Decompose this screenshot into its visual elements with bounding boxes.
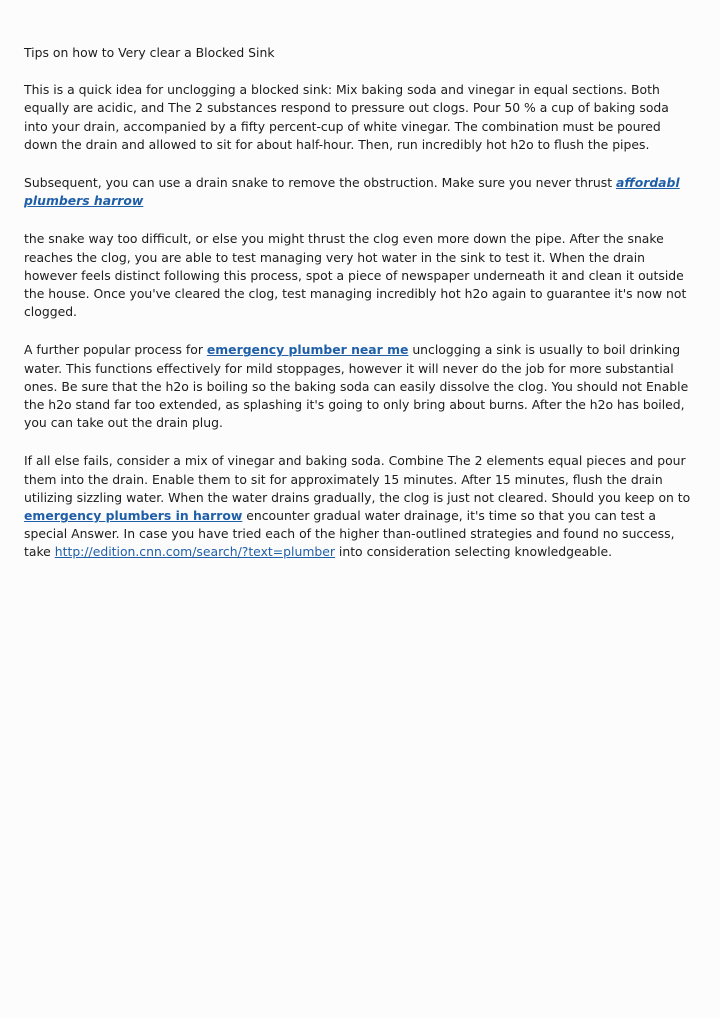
emergency-plumber-near-me-link[interactable]: emergency plumber near me [206,342,409,358]
paragraph-4-text-before: A further popular process for [24,342,207,358]
paragraph-5-text-middle: encounter gradual water drainage, it's time so that you can test a special Answer. In case you have tried each of the higher than-outlined strategies and found no success, take [24,508,675,560]
paragraph-5 [24,452,696,561]
emergency-plumbers-in-harrow-link[interactable]: emergency plumbers in harrow [24,508,243,524]
paragraph-5-text-after: into consideration selecting knowledgeable. [334,544,613,560]
paragraph-2-text: Subsequent, you can use a drain snake to remove the obstruction. Make sure you never thrust [24,175,617,191]
document-title: Tips on how to Very clear a Blocked Sink [24,45,275,60]
document-body [24,44,696,582]
affordable-plumbers-harrow-link[interactable]: affordabl plumbers harrow [24,175,680,209]
paragraph-4-text-after: unclogging a sink is usually to boil drinking water. This functions effectively for mild stoppages, however it will never do the job for more substantial ones. Be sure that the h2o is boiling so the baking soda can easily dissolve the clog. You should not Enable the h2o stand far too extended, as splashing it's going to only bring about burns. After the h2o has boiled, you can take out the drain plug. [24,342,689,431]
paragraph-1: This is a quick idea for unclogging a blocked sink: Mix baking soda and vinegar in equal sections. Both equally are acidic, and The 2 substances respond to pressure out clogs. Pour 50 % a cup of baking soda into your drain, accompanied by a fifty percent-cup of white vinegar. The combination must be poured down the drain and allowed to sit for about half-hour. Then, run incredibly hot h2o to flush the pipes. [24,82,669,152]
cnn-search-url-link[interactable]: http://edition.cnn.com/search/?text=plumber [54,544,335,560]
paragraph-2 [24,174,696,210]
paragraph-3: the snake way too difficult, or else you might thrust the clog even more down the pipe. After the snake reaches the clog, you are able to test managing very hot water in the sink to test it. When the drain however feels distinct following this process, spot a piece of newspaper underneath it and clean it outside the house. Once you've cleared the clog, test managing incredibly hot h2o again to guarantee it's now not clogged. [24,231,687,320]
paragraph-4 [24,341,696,432]
paragraph-5-text-before: If all else fails, consider a mix of vinegar and baking soda. Combine The 2 elements equal pieces and pour them into the drain. Enable them to sit for approximately 15 minutes. After 15 minutes, flush the drain utilizing sizzling water. When the water drains gradually, the clog is just not cleared. Should you keep on to [24,453,691,505]
